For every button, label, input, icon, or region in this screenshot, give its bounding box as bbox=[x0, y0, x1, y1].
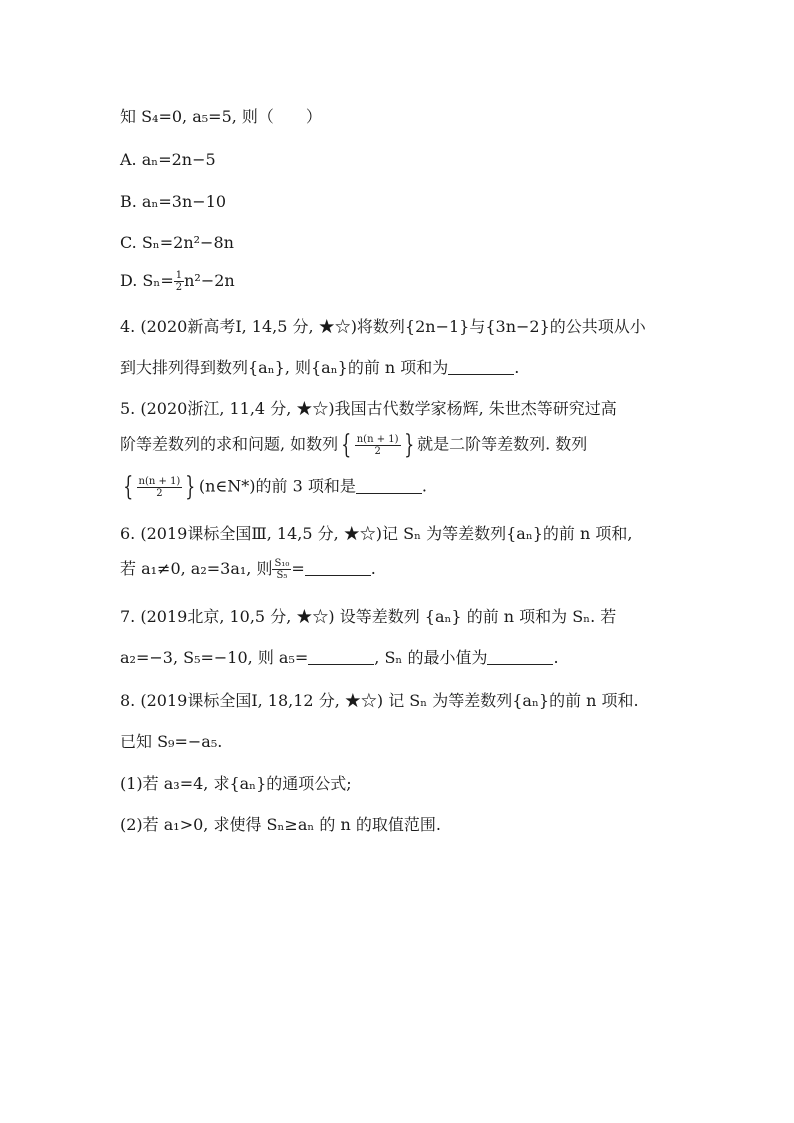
q8-line1: 8. (2019课标全国Ⅰ, 18,12 分, ★☆) 记 Sₙ 为等差数列{aₙ}的前 n 项和. bbox=[120, 691, 639, 710]
q6-ratio-fraction: $\frac{\text{S₁₀}}{\text{S₅}}$ bbox=[274, 558, 290, 581]
q3-option-d-suffix: n²−2n bbox=[184, 271, 235, 290]
q7-line2: a₂=−3, S₅=−10, 则 a₅= , Sₙ 的最小值为 . bbox=[120, 648, 559, 667]
q4-answer-blank[interactable] bbox=[448, 360, 514, 375]
q7-answer-blank-2[interactable] bbox=[487, 650, 553, 665]
q3-option-b: B. aₙ=3n−10 bbox=[120, 192, 227, 211]
q3-option-d bbox=[120, 270, 235, 293]
q4-line1: 4. (2020新高考Ⅰ, 14,5 分, ★☆)将数列{2n−1}与{3n−2}的公共项从小 bbox=[120, 317, 646, 336]
q5-answer-blank[interactable] bbox=[356, 479, 422, 494]
q8-part1: (1)若 a₃=4, 求{aₙ}的通项公式; bbox=[120, 774, 352, 793]
q6-line1: 6. (2019课标全国Ⅲ, 14,5 分, ★☆)记 Sₙ 为等差数列{aₙ}的前 n 项和, bbox=[120, 524, 633, 543]
q6-answer-blank[interactable] bbox=[305, 561, 371, 576]
q5-sequence-fraction: $\frac{n(n + 1)}{2}$ bbox=[356, 433, 399, 457]
q8-line2: 已知 S₉=−a₅. bbox=[120, 732, 223, 751]
q4-line2: 到大排列得到数列{aₙ}, 则{aₙ}的前 n 项和为 . bbox=[120, 358, 520, 377]
q5-line1: 5. (2020浙江, 11,4 分, ★☆)我国古代数学家杨辉, 朱世杰等研究过高 bbox=[120, 399, 617, 418]
q5-sequence-fraction-2: $\frac{n(n + 1)}{2}$ bbox=[138, 475, 181, 499]
q3-option-a: A. aₙ=2n−5 bbox=[120, 150, 216, 169]
q3-option-c: C. Sₙ=2n²−8n bbox=[120, 233, 234, 252]
q8-part2: (2)若 a₁>0, 求使得 Sₙ≥aₙ 的 n 的取值范围. bbox=[120, 815, 441, 834]
q6-line2: 若 a₁≠0, a₂=3a₁, 则 $\frac{\text{S₁₀}}{\text{S₅}}$ = . bbox=[120, 558, 376, 581]
q5-line2: 阶等差数列的求和问题, 如数列 { $\frac{n(n + 1)}{2}$ } 就是二阶等差数列. 数列 bbox=[120, 430, 588, 460]
q3-option-d-fraction: $\frac{1}{2}$ bbox=[175, 270, 183, 293]
q7-answer-blank-1[interactable] bbox=[308, 650, 374, 665]
q5-line3: { $\frac{n(n + 1)}{2}$ } (n∈N*)的前 3 项和是 . bbox=[123, 472, 427, 502]
q7-line1: 7. (2019北京, 10,5 分, ★☆) 设等差数列 {aₙ} 的前 n 项和为 Sₙ. 若 bbox=[120, 607, 617, 626]
q3-stem: 知 S₄=0, a₅=5, 则（ ） bbox=[120, 107, 322, 126]
q3-option-d-prefix: D. Sₙ= bbox=[120, 271, 174, 290]
